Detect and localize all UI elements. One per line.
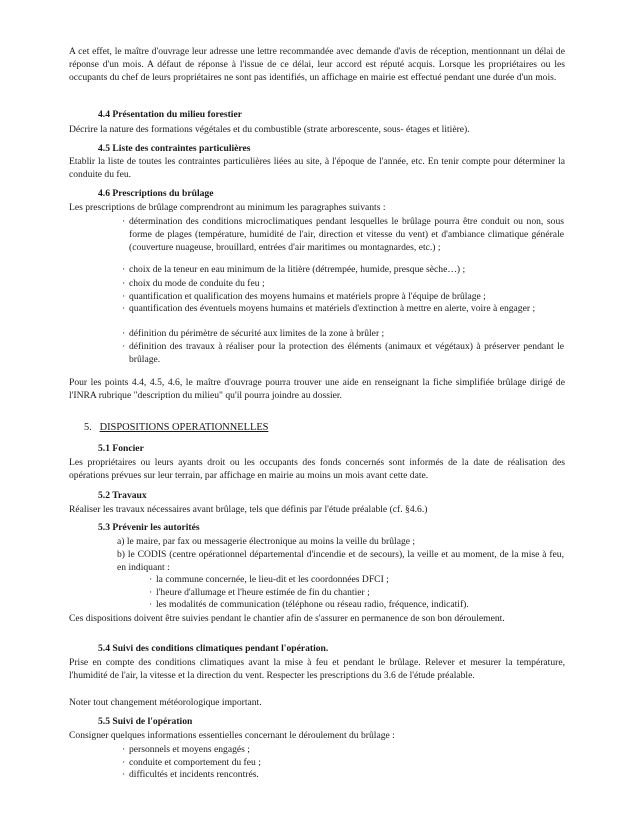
list-item: · conduite et comportement du feu ; — [122, 757, 261, 768]
list-item: · choix du mode de conduite du feu ; — [122, 278, 265, 289]
heading-4-6: 4.6 Prescriptions du brûlage — [98, 188, 214, 199]
section-5-4-text: Prise en compte des conditions climatiques avant la mise à feu et pendant le brûlage. Relever et mesurer la température, l'humidité de l'air, la vitesse et la direction du vent. Respecter les prescriptions du 3.6 de l'étude préalable. — [69, 657, 565, 682]
list-item: · définition des travaux à réaliser pour la protection des éléments (animaux et végétaux) à préserver pendant le brûlage. — [122, 341, 564, 366]
section-4-4-text: Décrire la nature des formations végétales et du combustible (strate arborescente, sous- étages et litière). — [69, 124, 470, 135]
list-item: · les modalités de communication (téléphone ou réseau radio, fréquence, indicatif). — [149, 599, 469, 610]
authority-b: b) le CODIS (centre opérationnel départemental d'incendie et de secours), la veille et au moment, de la mise à feu, en indiquant : — [117, 549, 564, 574]
section-4-6-intro: Les prescriptions de brûlage comprendront au minimum les paragraphes suivants : — [69, 202, 386, 213]
list-item: · difficultés et incidents rencontrés. — [122, 769, 259, 780]
intro-paragraph: A cet effet, le maître d'ouvrage leur adresse une lettre recommandée avec demande d'avis de réception, mentionnant un délai de réponse d'un mois. A défaut de réponse à l'issue de ce délai, leur accord est réputé acquis. Lorsque les propriétaires ou les occupants du chef de leurs propriétaires ne sont pas identifiés, un affichage en mairie est effectué pendant une durée d'un mois. — [69, 46, 565, 84]
section-5-5-text: Consigner quelques informations essentielles concernant le déroulement du brûlage : — [69, 730, 395, 741]
section-5-2-text: Réaliser les travaux nécessaires avant brûlage, tels que définis par l'étude préalable (cf. §4.6.) — [69, 504, 428, 515]
list-item: · personnels et moyens engagés ; — [122, 744, 250, 755]
list-item: · choix de la teneur en eau minimum de la litière (détrempée, humide, presque sèche…) ; — [122, 264, 466, 275]
section-5-4-note: Noter tout changement météorologique important. — [69, 697, 262, 708]
heading-5-3: 5.3 Prévenir les autorités — [98, 522, 200, 533]
section-4-5-text: Etablir la liste de toutes les contraintes particulières liées au site, à l'époque de l'année, etc. En tenir compte pour déterminer la conduite du feu. — [69, 156, 565, 181]
list-item: · l'heure d'allumage et l'heure estimée de fin du chantier ; — [149, 587, 370, 598]
list-item: · la commune concernée, le lieu-dit et les coordonnées DFCI ; — [149, 574, 389, 585]
heading-5-5: 5.5 Suivi de l'opération — [98, 716, 193, 727]
heading-4-4: 4.4 Présentation du milieu forestier — [98, 109, 242, 120]
list-item: · définition du périmètre de sécurité aux limites de la zone à brûler ; — [122, 328, 385, 339]
list-item: · quantification et qualification des moyens humains et matériels propre à l'équipe de brûlage ; — [122, 291, 486, 302]
section-5-1-text: Les propriétaires ou leurs ayants droit ou les occupants des fonds concernés sont informés de la date de réalisation des opérations prévues sur leur terrain, par affichage en mairie au moins un mois avant cette date. — [69, 457, 565, 482]
section-5-3-text: Ces dispositions doivent être suivies pendant le chantier afin de s'assurer en permanence de son bon déroulement. — [69, 613, 505, 624]
authority-a: a) le maire, par fax ou messagerie électronique au moins la veille du brûlage ; — [117, 536, 416, 547]
list-item: · détermination des conditions microclimatiques pendant lesquelles le brûlage pourra être conduit ou non, sous forme de plages (température, humidité de l'air, direction et vitesse du vent) et d'ambiance climatique générale (couverture nuageuse, brouillard, entrées d'air maritimes ou montagnardes, etc.) ; — [122, 216, 564, 254]
heading-4-5: 4.5 Liste des contraintes particulières — [98, 143, 251, 154]
heading-5-1: 5.1 Foncier — [98, 443, 144, 454]
section-4-6-outro: Pour les points 4.4, 4.5, 4.6, le maître d'ouvrage pourra trouver une aide en renseignant la fiche simplifiée brûlage dirigé de l'INRA rubrique "description du milieu" qu'il pourra joindre au dossier. — [69, 377, 565, 402]
heading-5-4: 5.4 Suivi des conditions climatiques pendant l'opération. — [98, 643, 329, 654]
heading-5: 5. DISPOSITIONS OPERATIONNELLES — [84, 422, 269, 433]
list-item: · quantification des éventuels moyens humains et matériels d'extinction à mettre en alerte, voire à engager ; — [122, 303, 536, 314]
heading-5-2: 5.2 Travaux — [98, 490, 147, 501]
